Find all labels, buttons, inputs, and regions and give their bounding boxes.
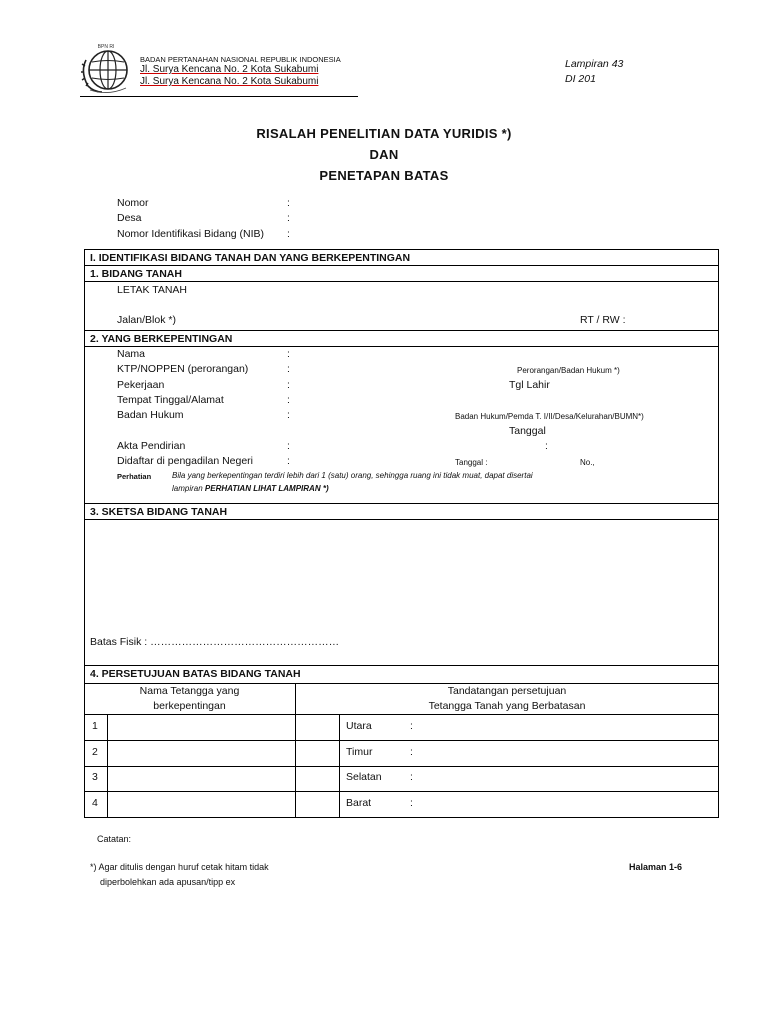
- colon: :: [545, 440, 548, 452]
- colon: :: [410, 720, 413, 732]
- row-rule: [84, 740, 719, 741]
- label-no: No.,: [580, 458, 595, 467]
- badan-hukum-note: Badan Hukum/Pemda T. I/II/Desa/Kelurahan/BUMN*): [455, 412, 644, 421]
- label-nomor: Nomor: [117, 197, 149, 209]
- label-akta-pendirian: Akta Pendirian: [117, 440, 186, 452]
- address-line-2: [140, 76, 318, 87]
- agency-name: BADAN PERTANAHAN NASIONAL REPUBLIK INDONESIA: [140, 55, 341, 64]
- perorangan-note: Perorangan/Badan Hukum *): [517, 366, 620, 375]
- label-letak-tanah: LETAK TANAH: [117, 284, 188, 296]
- label-catatan: Catatan:: [97, 834, 132, 844]
- label-rt-rw: RT / RW :: [580, 314, 626, 326]
- row-number: 2: [92, 746, 98, 758]
- col-divider: [339, 714, 340, 817]
- colon: :: [287, 348, 290, 360]
- label-didaftar: Didaftar di pengadilan Negeri: [117, 455, 254, 467]
- row-rule: [84, 346, 719, 347]
- col-divider: [295, 714, 296, 817]
- row-rule: [84, 791, 719, 792]
- label-jalan-blok: Jalan/Blok *): [117, 314, 176, 326]
- row-direction: Timur: [346, 746, 373, 758]
- col-header-nama-1: Nama Tetangga yang: [139, 685, 240, 697]
- colon: :: [287, 379, 290, 391]
- row-direction: Utara: [346, 720, 372, 732]
- doc-title-line-1: RISALAH PENELITIAN DATA YURIDIS *): [256, 126, 512, 141]
- colon: :: [287, 394, 290, 406]
- row-number: 1: [92, 720, 98, 732]
- label-tanggal: Tanggal: [509, 425, 546, 437]
- colon: :: [410, 746, 413, 758]
- colon: :: [287, 228, 290, 240]
- row-direction: Barat: [346, 797, 372, 809]
- perhatian-text-2a: lampiran: [172, 484, 205, 493]
- row-number: 4: [92, 797, 98, 809]
- row-direction: Selatan: [346, 771, 382, 783]
- row-rule: [84, 766, 719, 767]
- section-1-heading: I. IDENTIFIKASI BIDANG TANAH DAN YANG BERKEPENTINGAN: [90, 252, 411, 264]
- row-rule: [84, 714, 719, 715]
- subsection-bidang-tanah: 1. BIDANG TANAH: [90, 268, 182, 280]
- doc-title-line-2: DAN: [369, 147, 399, 162]
- label-batas-fisik: Batas Fisik : ………………………………………………: [90, 636, 340, 648]
- row-rule: [84, 330, 719, 331]
- subsection-persetujuan: 4. PERSETUJUAN BATAS BIDANG TANAH: [90, 668, 301, 680]
- row-rule: [84, 281, 719, 282]
- colon: :: [287, 455, 290, 467]
- label-nib: Nomor Identifikasi Bidang (NIB): [117, 228, 265, 240]
- address-line-1: [140, 64, 318, 75]
- page-number: Halaman 1-6: [629, 862, 683, 872]
- row-rule: [84, 249, 719, 250]
- col-header-nama-2: berkepentingan: [153, 700, 226, 712]
- lampiran-ref: Lampiran 43: [565, 58, 624, 70]
- row-number: 3: [92, 771, 98, 783]
- doc-title-line-3: PENETAPAN BATAS: [319, 168, 449, 183]
- subsection-yang-berkepentingan: 2. YANG BERKEPENTINGAN: [90, 333, 233, 345]
- col-header-ttd-2: Tetangga Tanah yang Berbatasan: [428, 700, 586, 712]
- row-rule: [84, 683, 719, 684]
- table-bottom-border: [84, 817, 719, 818]
- bpn-logo: [80, 42, 132, 96]
- colon: :: [287, 440, 290, 452]
- colon: :: [287, 212, 290, 224]
- di-ref: DI 201: [565, 73, 596, 85]
- row-rule: [84, 503, 719, 504]
- colon: :: [287, 409, 290, 421]
- footer-note-2: diperbolehkan ada apusan/tipp ex: [100, 877, 236, 887]
- colon: :: [287, 363, 290, 375]
- label-badan-hukum: Badan Hukum: [117, 409, 184, 421]
- row-rule: [84, 519, 719, 520]
- table-right-border: [718, 249, 719, 817]
- subsection-sketsa: 3. SKETSA BIDANG TANAH: [90, 506, 228, 518]
- footer-note-1: *) Agar ditulis dengan huruf cetak hitam tidak: [90, 862, 269, 872]
- perhatian-text-2: [172, 484, 329, 493]
- row-rule: [84, 265, 719, 266]
- col-header-ttd-1: Tandatangan persetujuan: [447, 685, 567, 697]
- label-pekerjaan: Pekerjaan: [117, 379, 165, 391]
- label-ktp: KTP/NOPPEN (perorangan): [117, 363, 249, 375]
- label-perhatian: Perhatian: [117, 472, 152, 481]
- label-tempat-tinggal: Tempat Tinggal/Alamat: [117, 394, 224, 406]
- perhatian-text-1: Bila yang berkepentingan terdiri lebih dari 1 (satu) orang, sehingga ruang ini tidak muat, dapat disertai: [172, 471, 533, 480]
- label-nama: Nama: [117, 348, 146, 360]
- col-divider: [107, 714, 108, 817]
- label-desa: Desa: [117, 212, 142, 224]
- row-rule: [84, 665, 719, 666]
- address-1-text: Jl. Surya Kencana No. 2 Kota Sukabumi: [140, 64, 319, 75]
- colon: :: [410, 771, 413, 783]
- perhatian-text-2b: PERHATIAN LIHAT LAMPIRAN *): [204, 484, 329, 493]
- colon: :: [287, 197, 290, 209]
- colon: :: [410, 797, 413, 809]
- header-rule: [80, 96, 358, 97]
- address-2-text: Jl. Surya Kencana No. 2 Kota Sukabumi: [140, 76, 319, 87]
- table-left-border: [84, 249, 85, 817]
- label-tgl-lahir: Tgl Lahir: [509, 379, 550, 391]
- logo-text: BPN RI: [97, 44, 115, 50]
- label-tanggal-2: Tanggal :: [455, 458, 488, 467]
